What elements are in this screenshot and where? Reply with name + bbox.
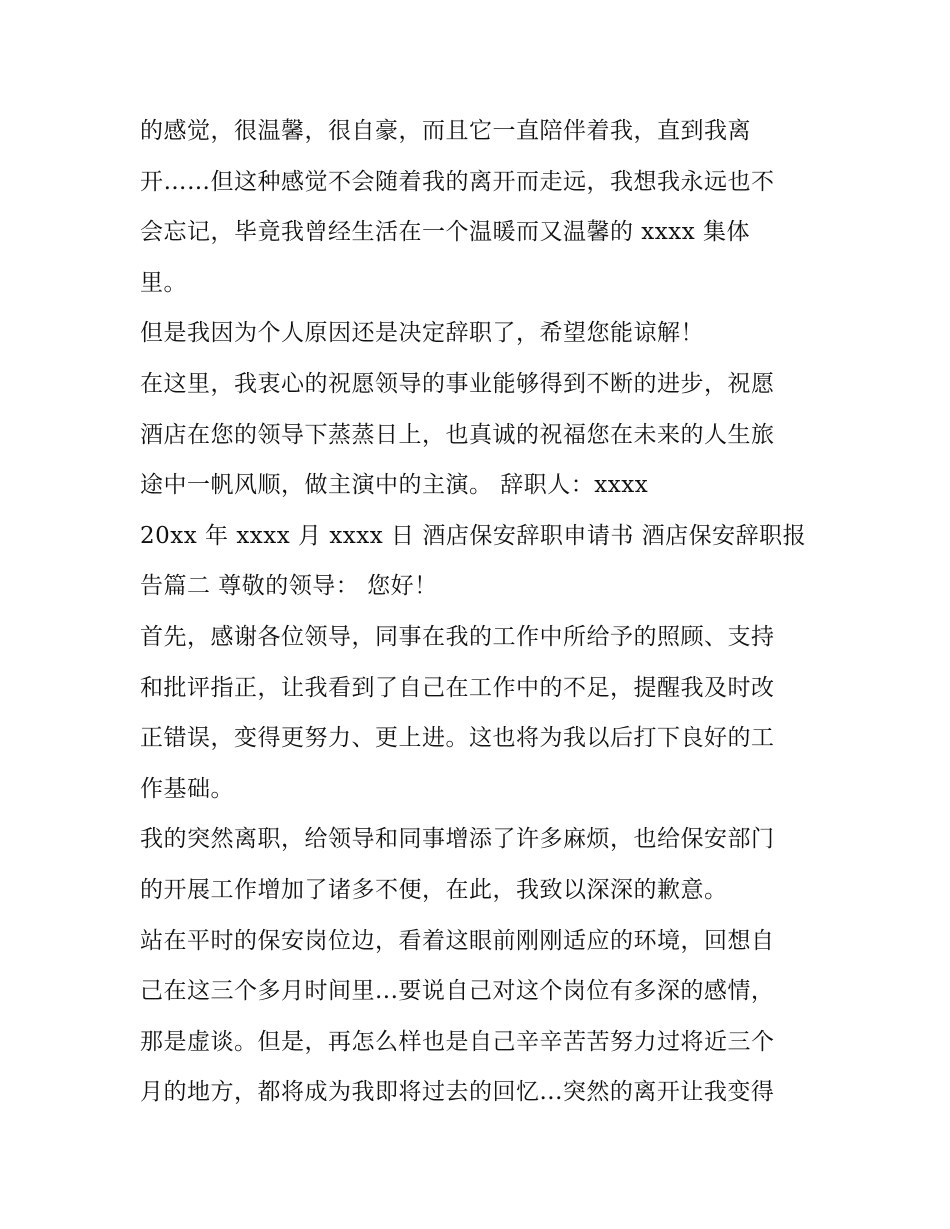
text-line: 那是虚谈。但是，再怎么样也是自己辛辛苦苦努力过将近三个 [140, 1028, 775, 1055]
text-line: 里。 [140, 269, 187, 296]
text-line: 首先，感谢各位领导，同事在我的工作中所给予的照顾、支持 [140, 623, 775, 650]
text-line: 正错误，变得更努力、更上进。这也将为我以后打下良好的工 [140, 725, 775, 752]
text-line: 己在这三个多月时间里...要说自己对这个岗位有多深的感情， [140, 978, 775, 1005]
text-line: 途中一帆风顺，做主演中的主演。 辞职人：xxxx [140, 472, 649, 499]
text-line: 的开展工作增加了诸多不便，在此，我致以深深的歉意。 [140, 876, 728, 903]
text-line: 但是我因为个人原因还是决定辞职了，希望您能谅解！ [140, 320, 704, 347]
text-line: 告篇二 尊敬的领导： 您好！ [140, 573, 438, 600]
text-line: 开……但这种感觉不会随着我的离开而走远，我想我永远也不 [140, 168, 775, 195]
text-line: 20xx 年 xxxx 月 xxxx 日 酒店保安辞职申请书 酒店保安辞职报 [140, 522, 807, 549]
text-line: 的感觉，很温馨，很自豪，而且它一直陪伴着我，直到我离 [140, 118, 751, 144]
text-line: 和批评指正，让我看到了自己在工作中的不足，提醒我及时改 [140, 674, 775, 701]
text-line: 在这里，我衷心的祝愿领导的事业能够得到不断的进步，祝愿 [140, 370, 775, 397]
text-line: 酒店在您的领导下蒸蒸日上，也真诚的祝福您在未来的人生旅 [140, 421, 775, 448]
text-line: 站在平时的保安岗位边，看着这眼前刚刚适应的环境，回想自 [140, 927, 775, 954]
text-line: 作基础。 [140, 775, 234, 802]
text-line: 会忘记，毕竟我曾经生活在一个温暖而又温馨的 xxxx 集体 [140, 219, 751, 246]
text-line: 月的地方，都将成为我即将过去的回忆...突然的离开让我变得 [140, 1079, 775, 1106]
text-line: 我的突然离职，给领导和同事增添了许多麻烦，也给保安部门 [140, 826, 775, 853]
document-body [140, 106, 820, 1118]
